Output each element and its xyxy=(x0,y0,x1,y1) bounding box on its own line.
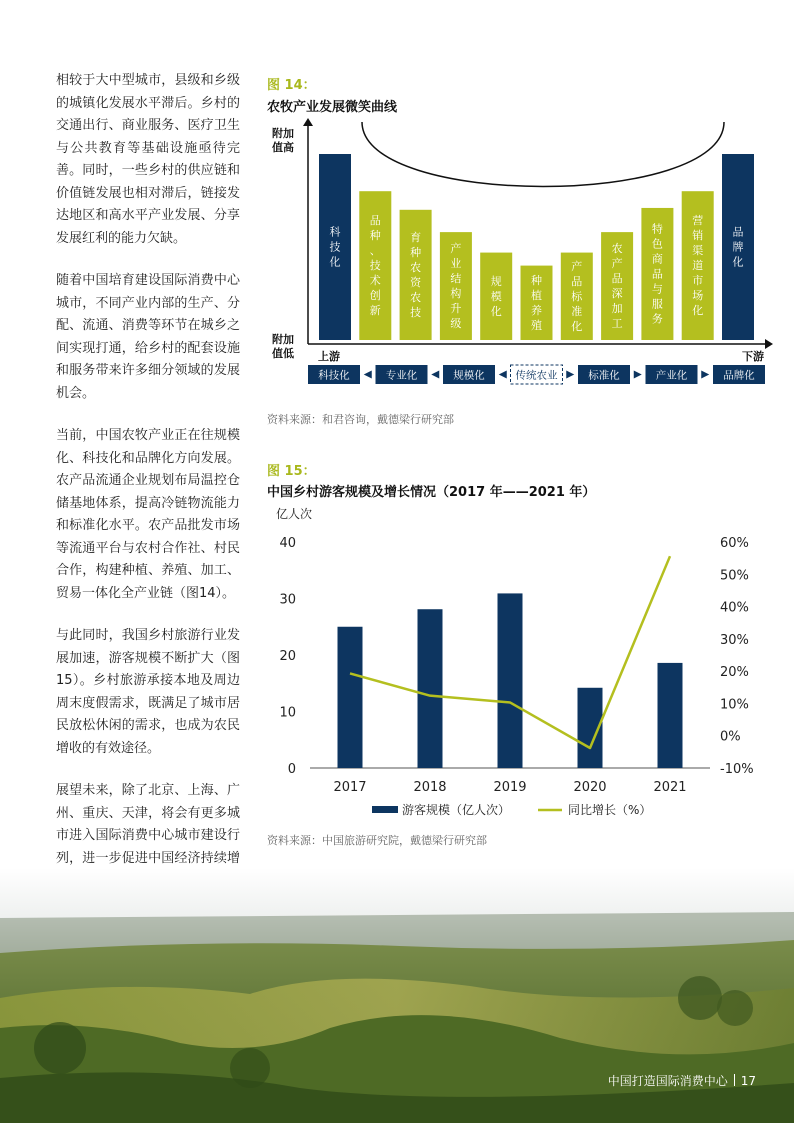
smile-curve xyxy=(362,122,724,187)
stage-bar-label: 农产品深加工 xyxy=(611,242,623,331)
stage-bar-label: 科技化 xyxy=(329,225,341,269)
y-tick-label: 30 xyxy=(279,592,296,608)
flow-stage-label: 标准化 xyxy=(588,369,620,382)
flow-stage-label: 科技化 xyxy=(318,369,350,382)
flow-stage-label: 品牌化 xyxy=(723,369,755,382)
flow-arrow xyxy=(431,371,439,379)
y-axis-unit: 亿人次 xyxy=(276,507,313,521)
y-top-label-1: 附加 xyxy=(272,127,294,140)
paragraph-2: 随着中国培育建设国际消费中心城市，不同产业内部的生产、分配、流通、消费等环节在城乡之间实现打通，给乡村的配套设施和服务带来许多细分领域的发展机会。 xyxy=(56,273,240,401)
x-tick-label: 2017 xyxy=(333,780,367,795)
y-bottom-label-1: 附加 xyxy=(272,333,294,346)
stage-bar-label: 育种农资农技 xyxy=(410,230,422,319)
flow-stage-label: 产业化 xyxy=(655,369,688,382)
x-tick-label: 2018 xyxy=(413,780,447,795)
y2-tick-label: 30% xyxy=(720,632,749,648)
flow-arrow xyxy=(499,371,507,379)
flow-arrow xyxy=(566,371,574,379)
downstream-label: 下游 xyxy=(742,350,764,363)
footer-title: 中国打造国际消费中心 xyxy=(607,1074,728,1088)
stage-bar-label: 营销渠道市场化 xyxy=(692,214,704,318)
y2-tick-label: 20% xyxy=(720,665,749,681)
legend-label-bars: 游客规模（亿人次） xyxy=(402,803,511,817)
page-number: 17 xyxy=(740,1074,756,1088)
rural-tourism-chart xyxy=(262,500,776,830)
y-tick-label: 40 xyxy=(279,536,296,551)
page-footer xyxy=(608,1072,756,1089)
flow-arrow xyxy=(701,371,709,379)
y2-tick-label: 40% xyxy=(720,600,749,616)
flow-arrow xyxy=(634,371,642,379)
y2-tick-label: 0% xyxy=(720,729,741,745)
x-tick-label: 2019 xyxy=(493,780,527,795)
fig15-source: 资料来源：中国旅游研究院，戴德梁行研究部 xyxy=(267,834,487,847)
chart-legend xyxy=(372,802,651,817)
fig15-label: 图 15： xyxy=(267,464,316,479)
paragraph-1: 相较于大中型城市，县级和乡级的城镇化发展水平滞后。乡村的交通出行、商业服务、医疗卫生与公共教育等基础设施亟待完善。同时，一些乡村的供应链和价值链发展也相对滞后，链接发达地区和高水平产业发展、分享发展红利的能力欠缺。 xyxy=(56,73,240,246)
legend-swatch-bars xyxy=(372,806,398,813)
y-top-label-2: 值高 xyxy=(272,141,294,154)
fig15-title: 中国乡村游客规模及增长情况（2017 年——2021 年） xyxy=(267,485,596,500)
stage-bar-label: 产业结构升级 xyxy=(450,242,462,331)
stage-bar-label: 品种、技术创新 xyxy=(369,214,381,318)
flow-stage-label: 专业化 xyxy=(385,369,418,382)
legend-label-line: 同比增长（%） xyxy=(568,803,652,817)
stage-bar xyxy=(400,210,432,340)
upstream-label: 上游 xyxy=(318,350,340,363)
x-tick-label: 2020 xyxy=(573,780,607,795)
fig14-label: 图 14： xyxy=(267,78,316,93)
paragraph-4: 与此同时，我国乡村旅游行业发展加速，游客规模不断扩大（图15）。乡村旅游承接本地及周边周末度假需求，既满足了城市居民放松休闲的需求，也成为农民增收的有效途径。 xyxy=(56,628,240,756)
paragraph-5: 展望未来，除了北京、上海、广州、重庆、天津，将会有更多城市进入国际消费中心城市建设行列，进一步促进中国经济持续增 xyxy=(56,783,240,866)
y-bottom-label-2: 值低 xyxy=(272,347,294,360)
visitor-bar xyxy=(658,663,683,768)
flow-stage-label: 传统农业 xyxy=(515,369,558,382)
visitor-bar xyxy=(338,627,363,768)
paragraph-3: 当前，中国农牧产业正在往规模化、科技化和品牌化方向发展。农产品流通企业规划布局温控仓储基地体系，提高冷链物流能力和标准化水平。农产品批发市场等流通平台与农村合作社、村民合作，构建种植、养殖、加工、贸易一体化全产业链（图14）。 xyxy=(56,428,240,601)
stage-bar-label: 种植养殖 xyxy=(531,273,542,332)
smile-curve-diagram xyxy=(262,118,776,388)
y-tick-label: 10 xyxy=(279,705,296,721)
visitor-bar xyxy=(498,593,523,768)
stage-bar-label: 产品标准化 xyxy=(571,259,583,333)
body-text-column xyxy=(56,70,240,913)
flow-arrow xyxy=(364,371,372,379)
y-axis-arrow xyxy=(303,118,313,126)
stage-bar-label: 规模化 xyxy=(490,274,502,318)
y-tick-label: 20 xyxy=(279,649,296,664)
x-axis-arrow xyxy=(765,339,773,349)
visitor-bar xyxy=(418,609,443,768)
flow-stage-label: 规模化 xyxy=(453,369,485,382)
fig14-source: 资料来源：和君咨询，戴德梁行研究部 xyxy=(267,413,454,426)
y-tick-label: 0 xyxy=(287,762,296,777)
y2-tick-label: 50% xyxy=(720,568,749,584)
footer-separator xyxy=(734,1074,735,1086)
stage-bar-label: 品牌化 xyxy=(732,225,744,269)
y2-tick-label: 10% xyxy=(720,697,749,713)
y2-tick-label: 60% xyxy=(720,536,749,551)
fig14-title: 农牧产业发展微笑曲线 xyxy=(267,100,398,115)
stage-bar-label: 特色商品与服务 xyxy=(651,222,663,326)
x-tick-label: 2021 xyxy=(653,780,687,795)
y2-tick-label: -10% xyxy=(720,762,754,777)
